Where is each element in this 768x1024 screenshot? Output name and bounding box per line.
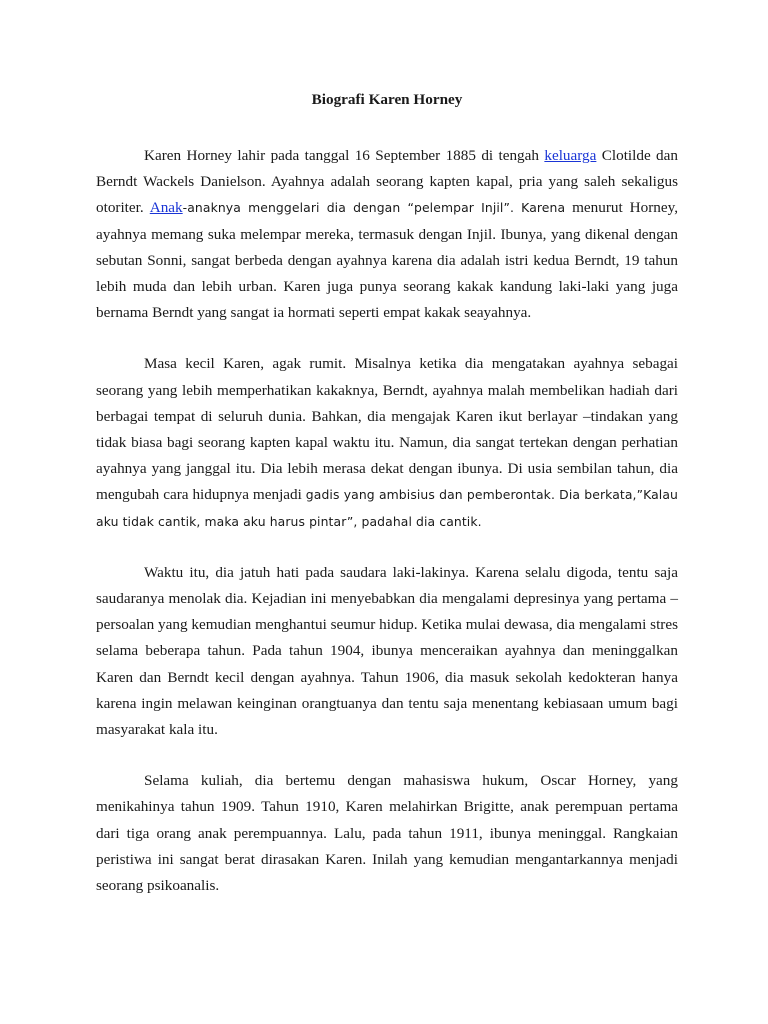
p1-text-a: Karen Horney lahir pada tanggal 16 September 1885 di tengah xyxy=(144,147,545,164)
p1-text-d: menurut Horney, ayahnya memang suka melempar mereka, termasuk dengan Injil. Ibunya, yang dikenal dengan sebutan Sonni, sangat berbeda dengan ayahnya karena dia adalah istri kedua Berndt, 19 tahun lebih muda dan lebih urban. Karen juga punya seorang kakak kandung laki-laki yang juga bernama Berndt yang sangat ia hormati seperti empat kakak seayahnya. xyxy=(96,199,678,322)
p1-text-c: -anaknya menggelari dia dengan “pelempar Injil”. Karena xyxy=(182,200,566,216)
document-title: Biografi Karen Horney xyxy=(311,91,463,108)
paragraph-3: Waktu itu, dia jatuh hati pada saudara laki-lakinya. Karena selalu digoda, tentu saja saudaranya menolak dia. Kejadian ini menyebabkan dia mengalami depresinya yang pertama – persoalan yang kemudian menghantui seumur hidup. Ketika mulai dewasa, dia mengalami stres selama beberapa tahun. Pada tahun 1904, ibunya menceraikan ayahnya dan meninggalkan Karen dan Berndt kecil dengan ayahnya. Tahun 1906, dia masuk sekolah kedokteran hanya karena ingin melawan keinginan orangtuanya dan tentu saja menentang kebiasaan umum bagi masyarakat kala itu. xyxy=(96,563,678,739)
keluarga-link[interactable]: keluarga xyxy=(544,147,597,164)
anak-link[interactable]: Anak xyxy=(149,199,183,217)
p2-text-a: Masa kecil Karen, agak rumit. Misalnya ketika dia mengatakan ayahnya sebagai seorang yang lebih memperhatikan kakaknya, Berndt, ayahnya malah membelikan hadiah dari berbagai tempat di seluruh dunia. Bahkan, dia mengajak Karen ikut berlayar –tindakan yang tidak biasa bagi seorang kapten kapal waktu itu. Namun, dia sangat tertekan dengan perhatian ayahnya yang janggal itu. Dia lebih merasa dekat dengan ibunya. Di usia sembilan tahun, dia mengubah cara hidupnya menjadi xyxy=(96,355,678,504)
paragraph-1 xyxy=(96,143,678,326)
paragraph-4: Selama kuliah, dia bertemu dengan mahasiswa hukum, Oscar Horney, yang menikahinya tahun 1909. Tahun 1910, Karen melahirkan Brigitte, anak perempuan pertama dari tiga orang anak perempuannya. Lalu, pada tahun 1911, ibunya meninggal. Rangkaian peristiwa ini sangat berat dirasakan Karen. Inilah yang kemudian mengantarkannya menjadi seorang psikoanalis. xyxy=(96,772,678,895)
p1-text-b: Clotilde dan Berndt Wackels Danielson. Ayahnya adalah seorang kapten kapal, pria yang saleh sekaligus otoriter. xyxy=(96,147,678,217)
p2-text-b: gadis yang ambisius dan pemberontak. Dia berkata,”Kalau aku tidak cantik, maka aku harus pintar”, padahal dia cantik. xyxy=(96,487,678,529)
paragraph-2 xyxy=(96,351,678,534)
